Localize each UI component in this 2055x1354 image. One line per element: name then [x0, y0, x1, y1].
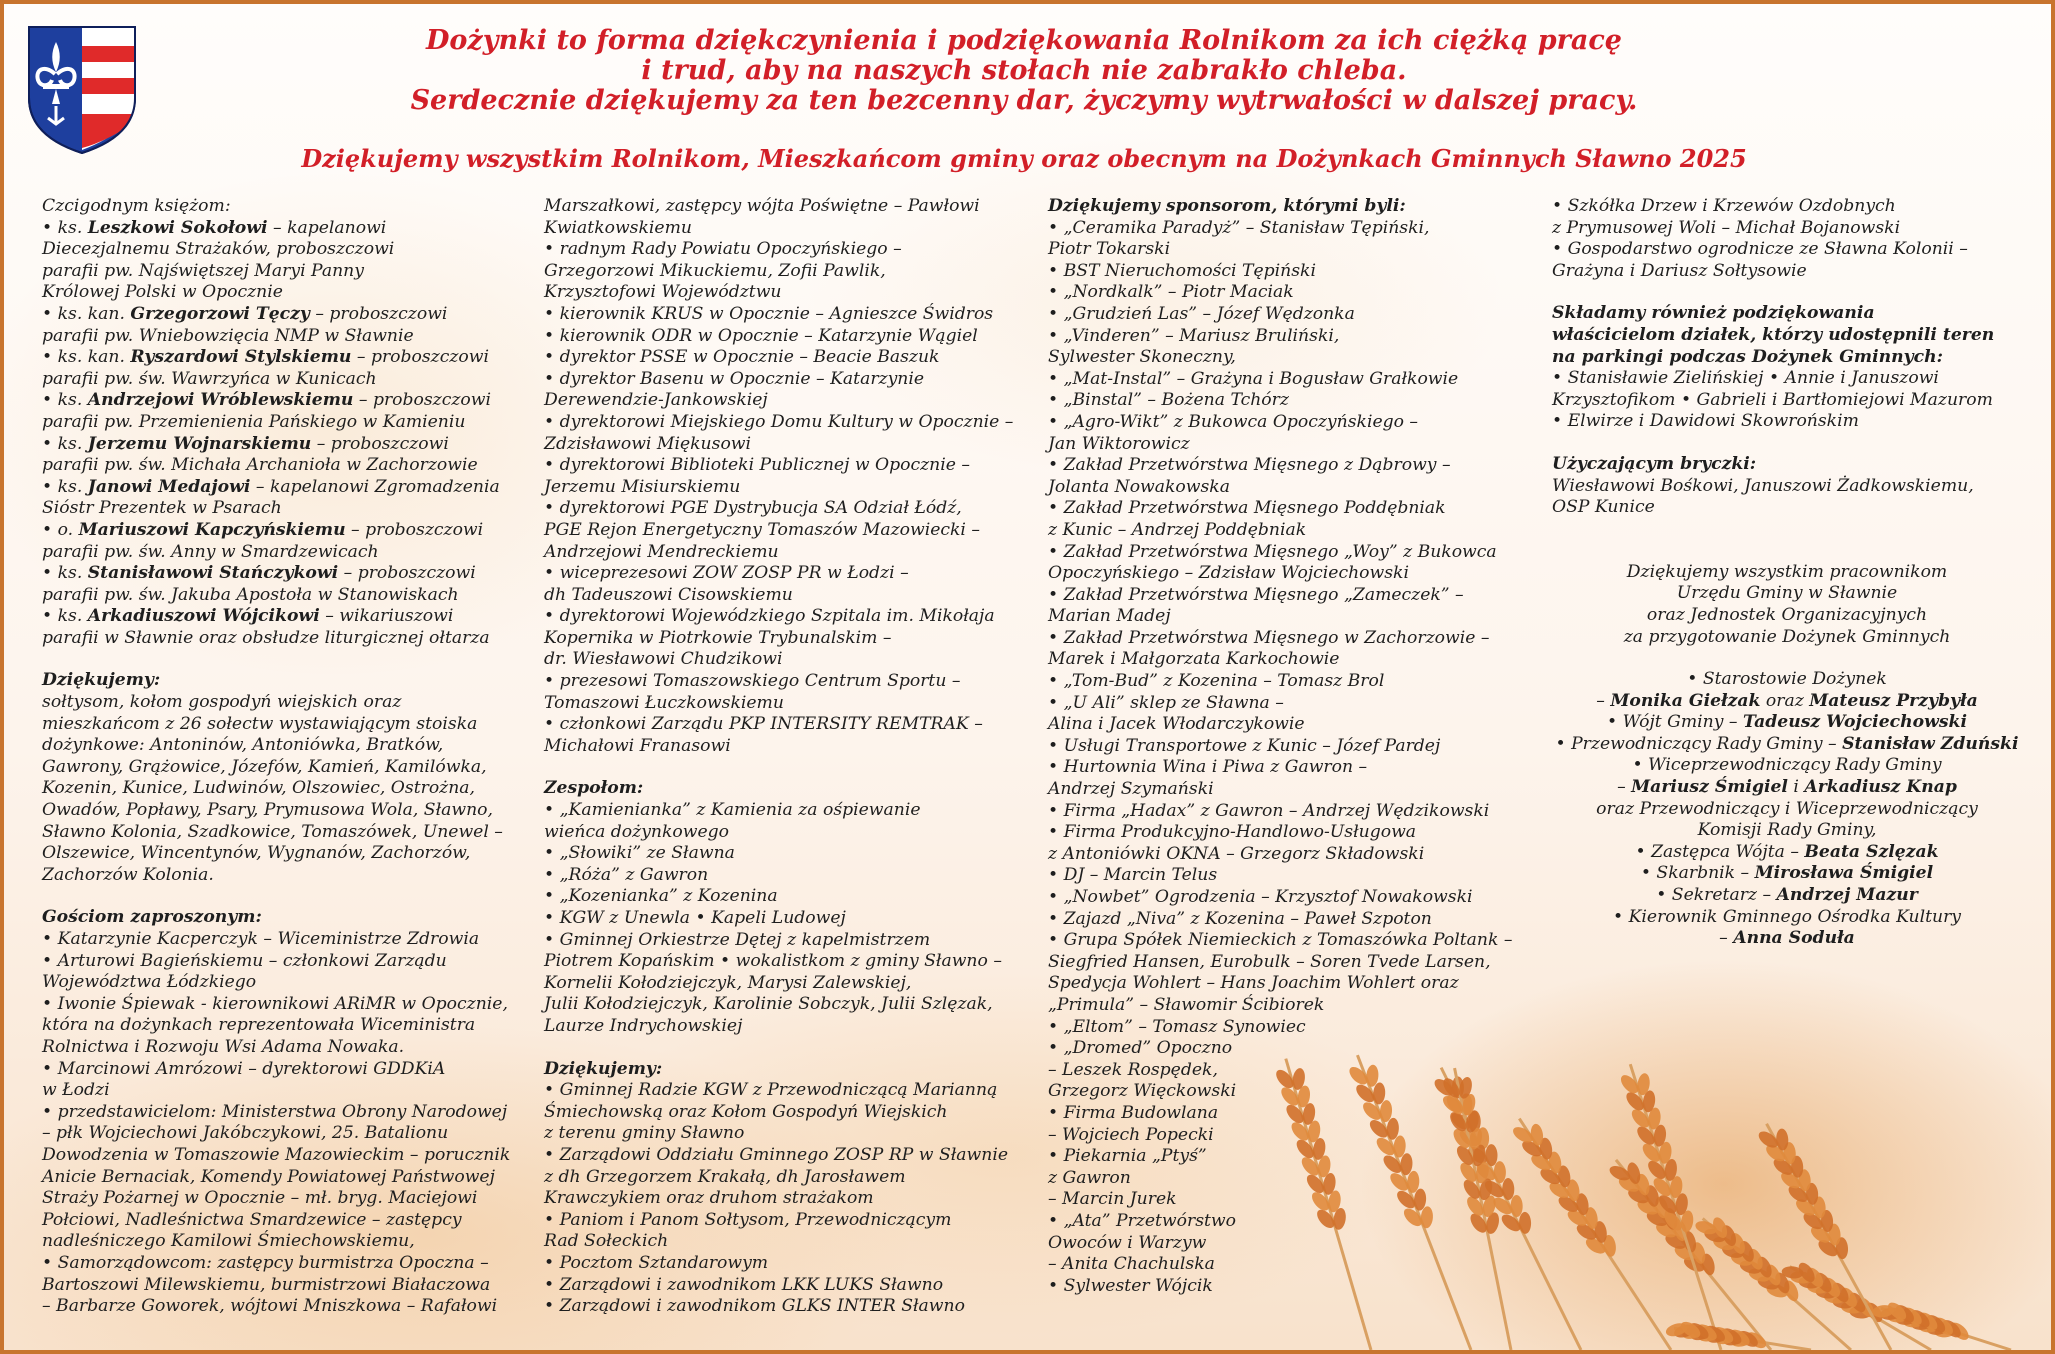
text-line — [42, 239, 512, 261]
text-line: „Primula” – Sławomir Ścibiorek — [1048, 994, 1325, 1015]
text-line: nadleśniczego Kamilowi Śmiechowskiemu, — [42, 1231, 415, 1252]
text-line: • „Agro-Wikt” z Bukowca Opoczyńskiego – — [1048, 411, 1419, 432]
thanks-list-2 — [544, 1080, 1014, 1318]
line-segment: parafii pw. Wniebowzięcia NMP w Sławnie — [42, 325, 414, 346]
text-line: Marszałkowi, zastępcy wójta Poświętne – Pawłowi — [544, 196, 980, 216]
text-line: Owadów, Popławy, Psary, Prymusowa Wola, Sławno, — [42, 800, 493, 821]
text-line — [42, 477, 512, 499]
text-line: Urzędu Gminy w Sławnie — [1676, 583, 1898, 604]
line-segment: oraz Przewodniczący i Wiceprzewodniczący — [1596, 798, 1978, 819]
person-name: Ryszardowi Stylskiemu — [130, 347, 352, 368]
text-line: • „Grudzień Las” – Józef Wędzonka — [1048, 303, 1355, 324]
text-line: sołtysom, kołom gospodyń wiejskich oraz — [42, 692, 402, 713]
line-segment: • Sekretarz – — [1656, 885, 1777, 906]
text-line: Krzysztofikom • Gabrieli i Bartłomiejowi Mazurom — [1552, 389, 1993, 410]
text-line: • członkowi Zarządu PKP INTERSITY REMTRAK – — [544, 714, 983, 735]
text-line: PGE Rejon Energetyczny Tomaszów Mazowiecki – — [544, 519, 980, 540]
header — [174, 26, 1874, 116]
person-name: Andrzej Mazur — [1776, 885, 1918, 906]
text-line: • Arturowi Bagieńskiemu – członkowi Zarządu — [42, 950, 447, 971]
line-segment: – — [1719, 928, 1734, 949]
text-line — [1552, 842, 2022, 864]
guests-list-continued — [544, 196, 1014, 757]
text-line — [1552, 712, 2022, 734]
text-line: • DJ – Marcin Telus — [1048, 865, 1218, 886]
text-line: Derewendzie-Jankowskiej — [544, 390, 768, 411]
text-line: oraz Jednostek Organizacyjnych — [1646, 604, 1928, 625]
text-line: • Samorządowcom: zastępcy burmistrza Opoczna – — [42, 1252, 489, 1273]
line-segment: • ks. — [42, 606, 88, 627]
text-line: Połciowi, Nadleśnictwa Smardzewice – zastępcy — [42, 1209, 462, 1230]
text-line: Kwiatkowskiemu — [544, 217, 692, 238]
text-line — [42, 304, 512, 326]
column-3 — [1048, 196, 1518, 1297]
line-segment: Komisji Rady Gminy, — [1697, 820, 1877, 841]
priests-list — [42, 218, 512, 650]
sponsors-list — [1048, 218, 1518, 1298]
text-line — [1552, 928, 2022, 950]
text-line: • Grupa Spółek Niemieckich z Tomaszówka Poltank – — [1048, 930, 1513, 951]
text-line: w Łodzi — [42, 1080, 110, 1101]
text-line — [42, 542, 512, 564]
text-line: Andrzejowi Mendreckiemu — [544, 541, 779, 562]
person-name: Monika Giełzak — [1610, 690, 1761, 711]
line-segment: • Zastępca Wójta – — [1635, 841, 1805, 862]
thanks-list — [42, 692, 512, 886]
text-line: z terenu gminy Sławno — [544, 1123, 745, 1144]
person-name: Arkadiuszowi Wójcikowi — [87, 606, 320, 627]
text-line: z Gawron — [1048, 1167, 1131, 1188]
text-line — [42, 390, 512, 412]
line-segment: • ks. — [42, 476, 88, 497]
text-line: Grzegorzowi Mikuckiemu, Zofii Pawlik, — [544, 260, 886, 281]
text-line: • Gminnej Orkiestrze Dętej z kapelmistrzem — [544, 929, 931, 950]
line-segment: • ks. — [42, 563, 88, 584]
text-line: dh Tadeuszowi Cisowskiemu — [544, 584, 793, 605]
column-4 — [1552, 196, 2022, 950]
line-segment: parafii pw. św. Wawrzyńca w Kunicach — [42, 368, 377, 389]
text-line: Straży Pożarnej w Opocznie – mł. bryg. Maciejowi — [42, 1188, 478, 1209]
line-segment: • Wiceprzewodniczący Rady Gminy — [1632, 755, 1942, 776]
line-segment: • Kierownik Gminnego Ośrodka Kultury — [1612, 906, 1961, 927]
section-heading-teams: Zespołom: — [544, 778, 644, 799]
text-line: Składamy również podziękowania — [1552, 303, 1875, 324]
text-line: • „U Ali” sklep ze Sławna – — [1048, 692, 1284, 713]
text-line: Marian Madej — [1048, 606, 1171, 627]
text-line: • dyrektorowi PGE Dystrybucja SA Odział Łódź, — [544, 498, 962, 519]
text-line: Opoczyńskiego – Zdzisław Wojciechowski — [1048, 563, 1409, 584]
text-line: • dyrektor Basenu w Opocznie – Katarzynie — [544, 368, 925, 389]
text-line: • Zarządowi i zawodnikom LKK LUKS Sławno — [544, 1274, 944, 1295]
text-line: – Leszek Rospędek, — [1048, 1059, 1218, 1080]
text-line: Marek i Małgorzata Karkochowie — [1048, 649, 1340, 670]
line-segment: – proboszczowi — [353, 390, 491, 411]
line-segment: • ks. — [42, 390, 88, 411]
text-line: • Katarzynie Kacperczyk – Wiceministrze Zdrowia — [42, 929, 480, 949]
text-line: • „Mat-Instal” – Grażyna i Bogusław Grałkowie — [1048, 368, 1459, 389]
text-line: • Paniom i Panom Sołtysom, Przewodniczącym — [544, 1209, 952, 1230]
line-segment: – proboszczowi — [351, 347, 489, 368]
text-line: • „Ata” Przetwórstwo — [1048, 1210, 1236, 1231]
text-line: • „Eltom” – Tomasz Synowiec — [1048, 1016, 1306, 1037]
section-heading-sponsors: Dziękujemy sponsorom, którymi byli: — [1048, 196, 1406, 216]
text-line: Rolnictwa i Rozwoju Wsi Adama Nowaka. — [42, 1036, 405, 1057]
text-line: Kopernika w Piotrkowie Trybunalskim – — [544, 627, 892, 648]
text-line: na parkingi podczas Dożynek Gminnych: — [1552, 346, 1943, 367]
text-line: • Piekarnia „Ptyś” — [1048, 1146, 1207, 1167]
line-segment: • ks. — [42, 217, 88, 238]
text-line: • Zakład Przetwórstwa Mięsnego „Woy” z Bukowca — [1048, 541, 1497, 562]
text-line — [42, 606, 512, 628]
text-line: wieńca dożynkowego — [544, 821, 729, 842]
text-line: Jan Wiktorowicz — [1048, 433, 1190, 454]
text-line: Dziękujemy wszystkim pracownikom — [1626, 561, 1948, 582]
text-line — [42, 455, 512, 477]
section-heading-carriages: Użyczającym bryczki: — [1552, 453, 1757, 474]
text-line: • Firma Produkcyjno-Handlowo-Usługowa — [1048, 822, 1417, 843]
coat-of-arms-icon — [26, 24, 138, 156]
text-line: • prezesowi Tomaszowskiego Centrum Sportu – — [544, 671, 961, 692]
text-line: OSP Kunice — [1552, 497, 1655, 518]
line-segment: parafii w Sławnie oraz obsłudze liturgicznej ołtarza — [42, 627, 490, 648]
column-2 — [544, 196, 1014, 1318]
text-line: Olszewice, Wincentynów, Wygnanów, Zachorzów, — [42, 843, 471, 864]
text-line: • „Nowbet” Ogrodzenia – Krzysztof Nowakowski — [1048, 887, 1473, 907]
line-segment: – proboszczowi — [345, 519, 484, 540]
text-line: • KGW z Unewla • Kapeli Ludowej — [544, 908, 846, 928]
text-line: z Kunic – Andrzej Poddębniak — [1048, 519, 1307, 540]
sponsors-list-continued — [1552, 196, 2022, 282]
text-line — [1552, 820, 2022, 842]
text-line — [1552, 691, 2022, 713]
text-line: • BST Nieruchomości Tępiński — [1048, 260, 1316, 281]
line-segment: Sióstr Prezentek w Psarach — [42, 498, 282, 519]
text-line — [42, 347, 512, 369]
text-line: • radnym Rady Powiatu Opoczyńskiego – — [544, 239, 902, 260]
guests-list — [42, 929, 512, 1318]
section-heading-parking — [1552, 303, 2022, 368]
text-line: Dowodzenia w Tomaszowie Mazowieckim – porucznik — [42, 1144, 511, 1165]
text-line: • Firma „Hadax” z Gawron – Andrzej Wędzikowski — [1048, 800, 1490, 821]
person-name: Grzegorzowi Tęczy — [130, 303, 310, 324]
text-line: • Elwirze i Dawidowi Skowrońskim — [1552, 411, 1859, 432]
text-line: Spedycja Wohlert – Hans Joachim Wohlert oraz — [1048, 973, 1459, 994]
text-line: • Stanisławie Zielińskiej • Annie i Januszowi — [1552, 368, 1939, 389]
text-line: Tomaszowi Łuczkowskiemu — [544, 692, 784, 713]
text-line: mieszkańcom z 26 sołectw wystawiającym stoiska — [42, 713, 478, 734]
text-line: która na dożynkach reprezentowała Wiceministra — [42, 1015, 476, 1036]
text-line — [42, 369, 512, 391]
text-line: • kierownik ODR w Opocznie – Katarzynie Wągiel — [544, 325, 978, 346]
officials-list — [1552, 669, 2022, 950]
text-line — [42, 434, 512, 456]
text-line — [42, 563, 512, 585]
header-line: Serdecznie dziękujemy za ten bezcenny dar, życzymy wytrwałości w dalszej pracy. — [410, 85, 1638, 116]
line-segment: parafii pw. Przemienienia Pańskiego w Kamieniu — [42, 411, 466, 432]
text-line: • wiceprezesowi ZOW ZOSP PR w Łodzi – — [544, 563, 909, 584]
person-name: Mirosława Śmigiel — [1754, 863, 1934, 884]
text-line: – Anita Chachulska — [1048, 1254, 1215, 1275]
text-line: Zdzisławowi Miękusowi — [544, 433, 751, 454]
text-line: • Zajazd „Niva” z Kozenina – Paweł Szpoton — [1048, 908, 1432, 929]
header-line: Dożynki to forma dziękczynienia i podziękowania Rolnikom za ich ciężką pracę — [426, 25, 1622, 56]
text-line: • „Nordkalk” – Piotr Maciak — [1048, 282, 1294, 303]
person-name: Mariusz Śmigiel — [1631, 777, 1788, 798]
person-name: Janowi Medajowi — [87, 476, 251, 497]
text-line: • Zakład Przetwórstwa Mięsnego z Dąbrowy – — [1048, 455, 1451, 476]
text-line: • Marcinowi Amrózowi – dyrektorowi GDDKiA — [42, 1058, 446, 1079]
text-line: • „Tom-Bud” z Kozenina – Tomasz Brol — [1048, 671, 1385, 692]
person-name: Stanisławowi Stańczykowi — [87, 563, 339, 584]
person-name: Andrzejowi Wróblewskiemu — [87, 390, 354, 411]
line-segment: – — [1596, 690, 1611, 711]
text-line — [1552, 863, 2022, 885]
line-segment: – proboszczowi — [309, 303, 448, 324]
text-line: Sylwester Skoneczny, — [1048, 347, 1236, 368]
text-line: • Gminnej Radzie KGW z Przewodniczącą Marianną — [544, 1080, 998, 1101]
header-line: i trud, aby na naszych stołach nie zabrakło chleba. — [641, 55, 1407, 86]
text-line: • Zarządowi Oddziału Gminnego ZOSP RP w Sławnie — [544, 1144, 1009, 1165]
text-line: • Zakład Przetwórstwa Mięsnego w Zachorzowie – — [1048, 627, 1490, 648]
text-line: Województwa Łódzkiego — [42, 972, 257, 993]
text-line: • „Róża” z Gawron — [544, 864, 709, 885]
line-segment: parafii pw. św. Jakuba Apostoła w Stanowiskach — [42, 584, 459, 605]
text-line: Sławno Kolonia, Szadkowice, Tomaszówek, Unewel – — [42, 821, 503, 842]
text-line — [1552, 799, 2022, 821]
text-line: – płk Wojciechowi Jakóbczykowi, 25. Batalionu — [42, 1123, 449, 1144]
text-line: Owoców i Warzyw — [1048, 1232, 1207, 1253]
person-name: Stanisław Zduński — [1842, 733, 2019, 754]
line-segment: – proboszczowi — [311, 433, 449, 454]
line-segment: • Skarbnik – — [1640, 863, 1755, 884]
text-line: • Sylwester Wójcik — [1048, 1275, 1213, 1296]
line-segment: – wikariuszowi — [319, 606, 454, 627]
text-line: • dyrektorowi Biblioteki Publicznej w Opocznie – — [544, 455, 970, 476]
line-segment: • ks. — [42, 433, 88, 454]
line-segment: oraz — [1760, 690, 1810, 711]
text-line: • Usługi Transportowe z Kunic – Józef Pardej — [1048, 735, 1441, 756]
text-line: Zachorzów Kolonia. — [42, 864, 214, 885]
text-line: Kornelii Kołodziejczyk, Marysi Zalewskiej, — [544, 972, 912, 993]
text-line: • dyrektorowi Miejskiego Domu Kultury w Opocznie – — [544, 411, 1014, 432]
text-line: właścicielom działek, którzy udostępnili teren — [1552, 324, 1995, 345]
carriages-list — [1552, 476, 2022, 519]
text-line: • „Kamienianka” z Kamienia za ośpiewanie — [544, 800, 921, 821]
text-line: • „Kozenianka” z Kozenina — [544, 886, 778, 907]
teams-list — [544, 800, 1014, 1038]
person-name: Arkadiusz Knap — [1804, 777, 1957, 798]
section-heading-priests: Czcigodnym księżom: — [42, 196, 231, 216]
text-line — [1552, 755, 2022, 777]
text-line: z dh Grzegorzem Krakałą, dh Jarosławem — [544, 1166, 906, 1187]
text-line: dożynkowe: Antoninów, Antoniówka, Bratków, — [42, 735, 444, 756]
text-line — [42, 326, 512, 348]
text-line: – Barbarze Goworek, wójtowi Mniszkowa – Rafałowi — [42, 1296, 498, 1317]
line-segment: • ks. kan. — [42, 303, 131, 324]
text-line: • dyrektor PSSE w Opocznie – Beacie Baszuk — [544, 347, 940, 368]
line-segment: • ks. kan. — [42, 347, 131, 368]
text-line: • „Vinderen” – Mariusz Bruliński, — [1048, 325, 1340, 346]
line-segment: Diecezjalnemu Strażaków, proboszczowi — [42, 239, 395, 260]
section-heading-thanks-2: Dziękujemy: — [544, 1058, 663, 1079]
text-line: Grażyna i Dariusz Sołtysowie — [1552, 260, 1807, 281]
text-line: • Zarządowi i zawodnikom GLKS INTER Sławno — [544, 1296, 965, 1317]
line-segment: • Przewodniczący Rady Gminy – — [1555, 733, 1843, 754]
text-line — [42, 628, 512, 650]
text-line — [42, 261, 512, 283]
section-heading-guests: Gościom zaproszonym: — [42, 907, 262, 928]
section-heading-thanks: Dziękujemy: — [42, 670, 161, 691]
person-name: Mateusz Przybyła — [1809, 690, 1978, 711]
text-line: • Firma Budowlana — [1048, 1102, 1219, 1123]
line-segment: parafii pw. św. Michała Archanioła w Zachorzowie — [42, 455, 478, 476]
text-line: • Szkółka Drzew i Krzewów Ozdobnych — [1552, 196, 1896, 216]
line-segment: – kapelanowi — [267, 217, 387, 238]
text-line — [42, 412, 512, 434]
text-line: Śmiechowską oraz Kołom Gospodyń Wiejskich — [544, 1101, 948, 1122]
text-line — [42, 585, 512, 607]
staff-thanks — [1552, 562, 2022, 648]
text-line: – Wojciech Popecki — [1048, 1124, 1214, 1145]
text-line: Bartoszowi Milewskiemu, burmistrzowi Białaczowa — [42, 1274, 491, 1295]
person-name: Jerzemu Wojnarskiemu — [87, 433, 312, 454]
text-line: Jerzemu Misiurskiemu — [544, 476, 741, 497]
text-line: Krawczykiem oraz druhom strażakom — [544, 1188, 874, 1209]
text-line: Laurze Indrychowskiej — [544, 1015, 743, 1036]
text-line: Jolanta Nowakowska — [1048, 476, 1230, 497]
line-segment: – kapelanowi Zgromadzenia — [250, 476, 500, 497]
text-line: Michałowi Franasowi — [544, 735, 731, 756]
text-line: • Gospodarstwo ogrodnicze ze Sławna Kolonii – — [1552, 239, 1968, 260]
text-line: Siegfried Hansen, Eurobulk – Soren Tvede Larsen, — [1048, 951, 1491, 972]
text-line: Piotrem Kopańskim • wokalistkom z gminy Sławno – — [544, 951, 1002, 972]
text-line — [42, 520, 512, 542]
text-line: • „Ceramika Paradyż” – Stanisław Tępiński, — [1048, 217, 1430, 238]
text-line: • kierownik KRUS w Opocznie – Agnieszce Świdros — [544, 303, 994, 324]
text-line: Andrzej Szymański — [1048, 779, 1214, 800]
person-name: Beata Szlęzak — [1804, 841, 1939, 862]
person-name: Anna Soduła — [1733, 928, 1855, 949]
text-line: dr. Wiesławowi Chudzikowi — [544, 649, 783, 670]
parking-list — [1552, 368, 2022, 433]
text-line: • dyrektorowi Wojewódzkiego Szpitala im. Mikołaja — [544, 606, 995, 627]
text-line: Rad Sołeckich — [544, 1231, 669, 1252]
text-line: • Pocztom Sztandarowym — [544, 1252, 769, 1273]
text-line: Gawrony, Grążowice, Józefów, Kamień, Kamilówka, — [42, 756, 487, 777]
line-segment: i — [1787, 777, 1805, 798]
text-line: Anicie Bernaciak, Komendy Powiatowej Państwowej — [42, 1166, 495, 1187]
text-line: z Antoniówki OKNA – Grzegorz Składowski — [1048, 843, 1425, 864]
person-name: Tadeusz Wojciechowski — [1742, 712, 1967, 733]
column-1 — [42, 196, 512, 1318]
text-line: • Iwonie Śpiewak - kierownikowi ARiMR w Opocznie, — [42, 993, 508, 1014]
text-line: – Marcin Jurek — [1048, 1189, 1177, 1210]
text-line: Grzegorz Więckowski — [1048, 1081, 1237, 1102]
text-line: • „Dromed” Opoczno — [1048, 1038, 1233, 1059]
line-segment: parafii pw. św. Anny w Smardzewicach — [42, 541, 379, 562]
subtitle: Dziękujemy wszystkim Rolnikom, Mieszkańcom gminy oraz obecnym na Dożynkach Gminnych Sławno 2025 — [301, 144, 1747, 173]
line-segment: • o. — [42, 519, 79, 540]
text-line — [42, 218, 512, 240]
text-line — [1552, 777, 2022, 799]
line-segment: – proboszczowi — [338, 563, 476, 584]
line-segment: • Wójt Gminy – — [1607, 712, 1743, 733]
text-line: • „Słowiki” ze Sławna — [544, 843, 735, 864]
text-line: Julii Kołodziejczyk, Karolinie Sobczyk, Julii Szlęzak, — [544, 994, 993, 1015]
text-line: • Hurtownia Wina i Piwa z Gawron – — [1048, 757, 1368, 778]
text-line: • przedstawicielom: Ministerstwa Obrony Narodowej — [42, 1101, 508, 1122]
text-line — [42, 282, 512, 304]
text-line: • „Binstal” – Bożena Tchórz — [1048, 390, 1289, 411]
person-name: Leszkowi Sokołowi — [87, 217, 268, 238]
text-line: Kozenin, Kunice, Ludwinów, Olszowiec, Ostrożna, — [42, 778, 476, 799]
text-line — [1552, 907, 2022, 929]
text-line: Wiesławowi Bośkowi, Januszowi Żadkowskiemu, — [1552, 475, 1974, 496]
text-line — [42, 498, 512, 520]
line-segment: • Starostowie Dożynek — [1687, 669, 1887, 690]
text-line: z Prymusowej Woli – Michał Bojanowski — [1552, 217, 1901, 238]
text-line — [1552, 734, 2022, 756]
text-line: • Zakład Przetwórstwa Mięsnego „Zameczek” – — [1048, 584, 1464, 605]
text-line — [1552, 885, 2022, 907]
text-line: za przygotowanie Dożynek Gminnych — [1623, 626, 1951, 647]
text-line: • Zakład Przetwórstwa Mięsnego Poddębniak — [1048, 498, 1446, 519]
text-line — [1552, 669, 2022, 691]
line-segment: parafii pw. Najświętszej Maryi Panny — [42, 260, 364, 281]
text-line: Piotr Tokarski — [1048, 239, 1171, 260]
text-line: Krzysztofowi Województwu — [544, 282, 782, 303]
text-line: Alina i Jacek Włodarczykowie — [1048, 714, 1305, 735]
line-segment: – — [1617, 777, 1632, 798]
line-segment: Królowej Polski w Opocznie — [42, 282, 283, 303]
person-name: Mariuszowi Kapczyńskiemu — [78, 519, 346, 540]
